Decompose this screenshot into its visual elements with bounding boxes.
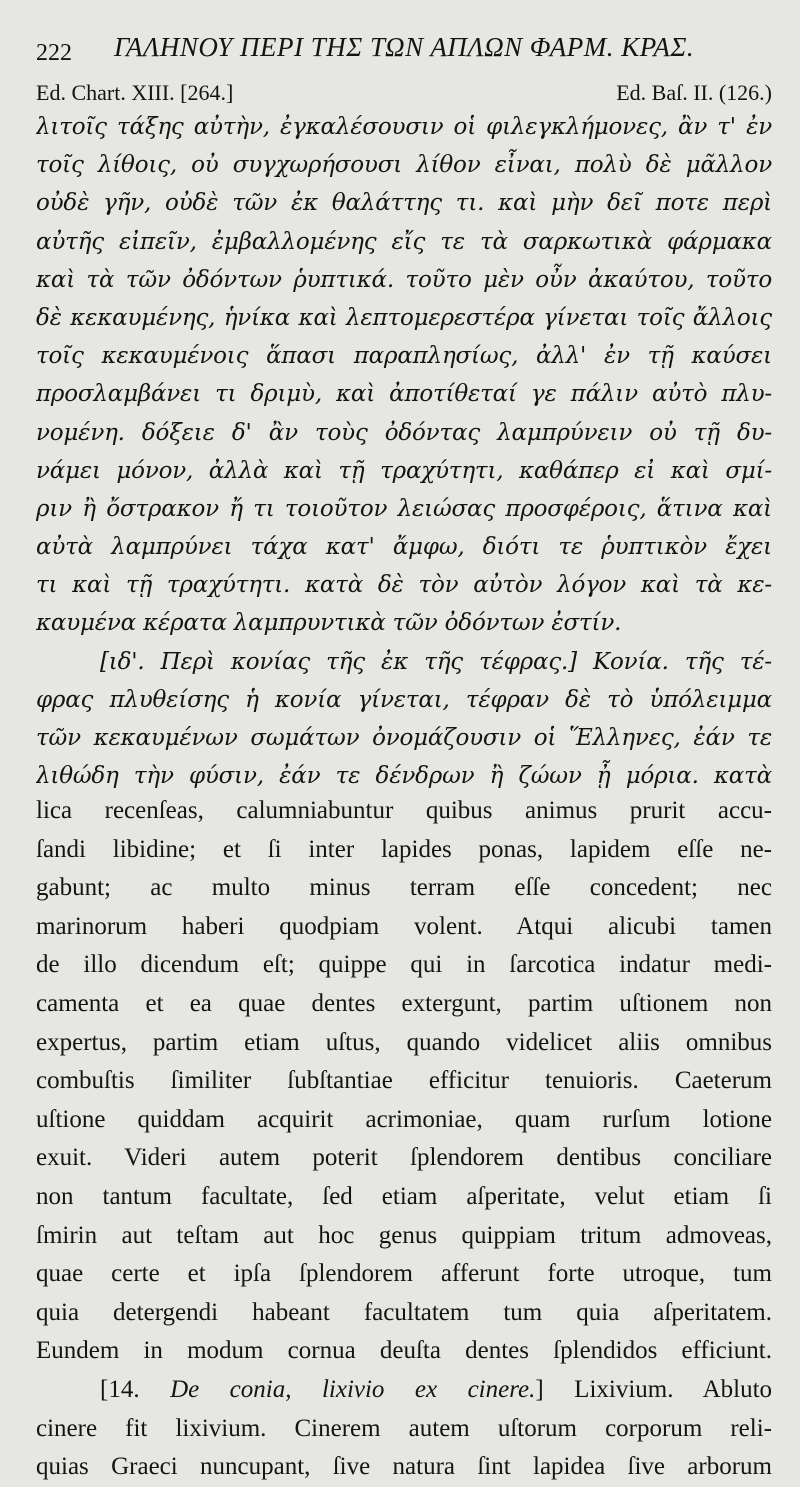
latin-line: gabunt; ac multo minus terram eſſe concedent; nec xyxy=(36,874,772,902)
latin-section-bracket-close: ] xyxy=(535,1375,544,1403)
greek-line: τοῖς λίθοις, οὐ συγχωρήσουσι λίθον εἶναι, πολὺ δὲ μᾶλλον xyxy=(36,152,772,179)
running-title: ΓΑΛΗΝΟΥ ΠΕΡΙ ΤΗΣ ΤΩΝ ΑΠΛΩΝ ΦΑΡΜ. ΚΡΑΣ. xyxy=(114,32,695,62)
latin-text-block xyxy=(36,792,772,1487)
latin-section-text: Lixivium. Abluto xyxy=(574,1375,772,1403)
latin-section-bracket-open: [14. xyxy=(100,1375,140,1403)
greek-line: προσλαμβάνει τι δριμὺ, καὶ ἀποτίθεταί γε πάλιν αὐτὸ πλυ- xyxy=(36,381,772,408)
greek-line: τῶν κεκαυμένων σωμάτων ὀνομάζουσιν οἱ Ἕλληνες, ἐάν τε xyxy=(36,725,772,751)
greek-line: φρας πλυθείσης ἡ κονία γίνεται, τέφραν δὲ τὸ ὑπόλειμμα xyxy=(36,686,772,713)
latin-line: exuit. Videri autem poterit ſplendorem dentibus conciliare xyxy=(36,1144,772,1172)
greek-line: αὐτὰ λαμπρύνει τάχα κατ' ἄμφω, διότι τε ῥυπτικὸν ἔχει xyxy=(36,534,772,561)
latin-line: quia detergendi habeant facultatem tum quia aſperitatem. xyxy=(36,1298,772,1326)
greek-line: τι καὶ τῇ τραχύτητι. κατὰ δὲ τὸν αὐτὸν λόγον καὶ τὰ κε- xyxy=(36,572,772,599)
latin-line: de illo dicendum eſt; quippe qui in ſarcotica indatur medi- xyxy=(36,951,772,979)
greek-text-block xyxy=(36,108,772,795)
latin-section-heading-line xyxy=(36,1371,772,1410)
latin-line: quias Graeci nuncupant, ſive natura ſint lapidea ſive arborum xyxy=(36,1453,772,1481)
latin-line: ſmirin aut teſtam aut hoc genus quippiam tritum admoveas, xyxy=(36,1221,772,1249)
latin-line: expertus, partim etiam uſtus, quando videlicet aliis omnibus xyxy=(36,1028,772,1056)
latin-line: marinorum haberi quodpiam volent. Atqui alicubi tamen xyxy=(36,912,772,940)
latin-section-heading: De conia, lixivio ex cinere. xyxy=(170,1375,536,1403)
latin-line: cinere fit lixivium. Cinerem autem uſtorum corporum reli- xyxy=(36,1414,772,1442)
page-number: 222 xyxy=(36,40,72,66)
greek-line: καὶ τὰ τῶν ὀδόντων ῥυπτικά. τοῦτο μὲν οὖν ἀκαύτου, τοῦτο xyxy=(36,266,772,293)
latin-line: Eundem in modum cornua deuſta dentes ſplendidos efficiunt. xyxy=(36,1337,772,1365)
greek-line: αὐτῆς εἰπεῖν, ἐμβαλλομένης εἴς τε τὰ σαρκωτικὰ φάρμακα xyxy=(36,228,772,255)
greek-line: δὲ κεκαυμένης, ἡνίκα καὶ λεπτομερεστέρα γίνεται τοῖς ἄλλοις xyxy=(36,304,772,331)
latin-line: quae certe et ipſa ſplendorem afferunt forte utroque, tum xyxy=(36,1260,772,1288)
greek-line: λιτοῖς τάξης αὐτὴν, ἐγκαλέσουσιν οἱ φιλεγκλήμονες, ἂν τ' ἐν xyxy=(36,114,772,140)
edition-basel: Ed. Baſ. II. (126.) xyxy=(616,80,772,105)
latin-line: combuſtis ſimiliter ſubſtantiae efficitur tenuioris. Caeterum xyxy=(36,1067,772,1095)
latin-line: lica recenſeas, calumniabuntur quibus animus prurit accu- xyxy=(36,797,772,824)
greek-line: νάμει μόνον, ἀλλὰ καὶ τῇ τραχύτητι, καθάπερ εἰ καὶ σμί- xyxy=(36,457,772,484)
latin-line: camenta et ea quae dentes extergunt, partim uſtionem non xyxy=(36,989,772,1017)
greek-section-text: Κονία. τῆς τέ- xyxy=(593,648,772,675)
greek-line: καυμένα κέρατα λαμπρυντικὰ τῶν ὀδόντων ἐστίν. xyxy=(36,610,622,637)
latin-line: ſandi libidine; et ſi inter lapides ponas, lapidem eſſe ne- xyxy=(36,835,772,863)
greek-line: νομένη. δόξειε δ' ἂν τοὺς ὀδόντας λαμπρύνειν οὐ τῇ δυ- xyxy=(36,419,772,446)
greek-line: λιθώδη τὴν φύσιν, ἐάν τε δένδρων ἢ ζώων ᾖ μόρια. κατὰ xyxy=(36,763,772,790)
edition-reference-line xyxy=(36,80,772,110)
greek-line: ριν ἢ ὄστρακον ἤ τι τοιοῦτον λειώσας προσφέροις, ἅτινα καὶ xyxy=(36,495,772,522)
greek-line: τοῖς κεκαυμένοις ἅπασι παραπλησίως, ἀλλ' ἐν τῇ καύσει xyxy=(36,343,772,370)
greek-section-heading-line xyxy=(36,643,772,681)
greek-line: οὐδὲ γῆν, οὐδὲ τῶν ἐκ θαλάττης τι. καὶ μὴν δεῖ ποτε περὶ xyxy=(36,190,772,217)
latin-line: uſtione quiddam acquirit acrimoniae, quam rurſum lotione xyxy=(36,1105,772,1133)
latin-line: non tantum facultate, ſed etiam aſperitate, velut etiam ſi xyxy=(36,1182,772,1210)
greek-section-heading: [ιδ'. Περὶ κονίας τῆς ἐκ τῆς τέφρας.] xyxy=(100,648,577,675)
page-header xyxy=(36,26,772,70)
edition-chartier: Ed. Chart. XIII. [264.] xyxy=(36,80,234,105)
